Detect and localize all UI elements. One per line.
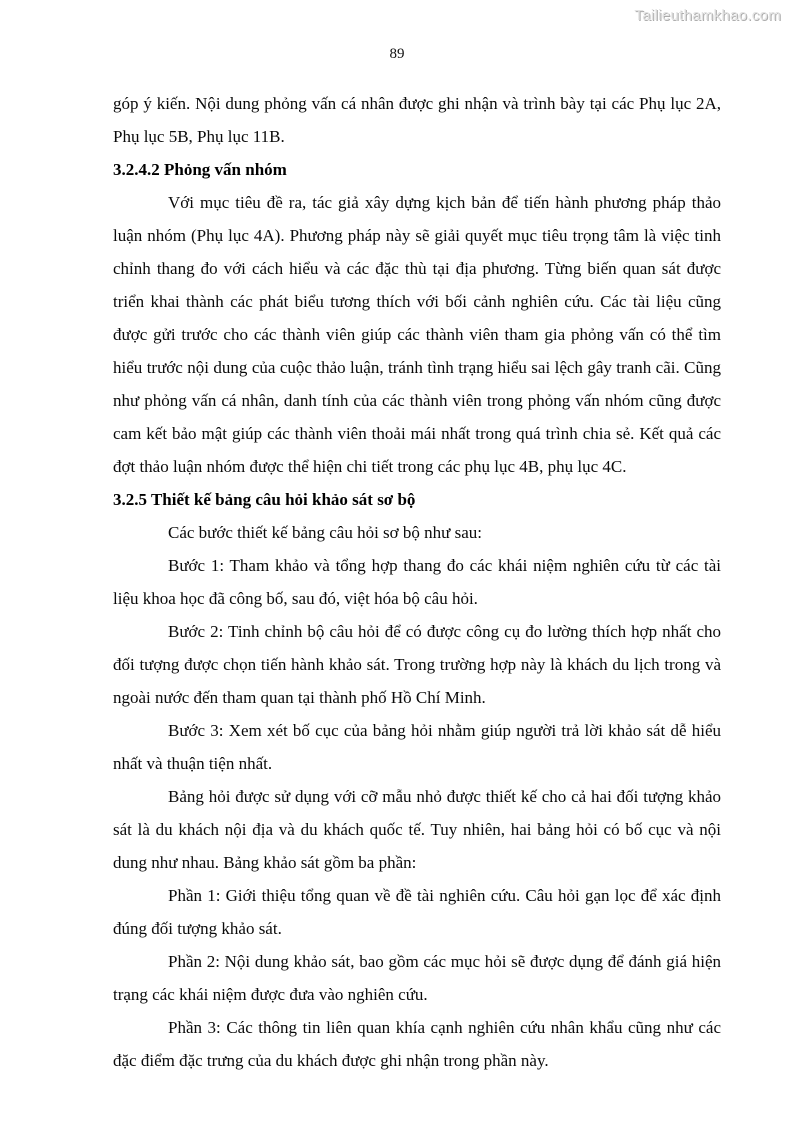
paragraph: Bảng hỏi được sử dụng với cỡ mẫu nhỏ được thiết kế cho cả hai đối tượng khảo sát là du khách nội địa và du khách quốc tế. Tuy nhiên, hai bảng hỏi có bố cục và nội dung như nhau. Bảng khảo sát gồm ba phần: <box>113 787 721 872</box>
watermark-text: Tailieuthamkhao.com <box>634 7 781 24</box>
paragraph: Bước 1: Tham khảo và tổng hợp thang đo các khái niệm nghiên cứu từ các tài liệu khoa học đã công bố, sau đó, việt hóa bộ câu hỏi. <box>113 556 721 608</box>
paragraph: Bước 2: Tinh chỉnh bộ câu hỏi để có được công cụ đo lường thích hợp nhất cho đối tượng được chọn tiến hành khảo sát. Trong trường hợp này là khách du lịch trong và ngoài nước đến tham quan tại thành phố Hồ Chí Minh. <box>113 622 721 707</box>
paragraph: Bước 3: Xem xét bố cục của bảng hỏi nhằm giúp người trả lời khảo sát dễ hiểu nhất và thuận tiện nhất. <box>113 721 721 773</box>
paragraph: Phần 3: Các thông tin liên quan khía cạnh nghiên cứu nhân khẩu cũng như các đặc điểm đặc trưng của du khách được ghi nhận trong phần này. <box>113 1018 721 1070</box>
section-heading: 3.2.4.2 Phỏng vấn nhóm <box>113 160 287 179</box>
document-content <box>113 87 721 1077</box>
paragraph: Phần 2: Nội dung khảo sát, bao gồm các mục hỏi sẽ được dụng để đánh giá hiện trạng các khái niệm được đưa vào nghiên cứu. <box>113 952 721 1004</box>
section-heading: 3.2.5 Thiết kế bảng câu hỏi khảo sát sơ bộ <box>113 490 416 509</box>
paragraph: góp ý kiến. Nội dung phỏng vấn cá nhân được ghi nhận và trình bày tại các Phụ lục 2A, Phụ lục 5B, Phụ lục 11B. <box>113 94 721 146</box>
paragraph: Các bước thiết kế bảng câu hỏi sơ bộ như sau: <box>168 523 483 542</box>
page-number: 89 <box>389 46 405 62</box>
paragraph: Với mục tiêu đề ra, tác giả xây dựng kịch bản để tiến hành phương pháp thảo luận nhóm (Phụ lục 4A). Phương pháp này sẽ giải quyết mục tiêu trọng tâm là việc tinh chỉnh thang đo với cách hiểu và các đặc thù tại địa phương. Từng biến quan sát được triển khai thành các phát biểu tương thích với bối cảnh nghiên cứu. Các tài liệu cũng được gửi trước cho các thành viên giúp các thành viên tham gia phỏng vấn có thể tìm hiểu trước nội dung của cuộc thảo luận, tránh tình trạng hiểu sai lệch gây tranh cãi. Cũng như phỏng vấn cá nhân, danh tính của các thành viên trong phỏng vấn nhóm cũng được cam kết bảo mật giúp các thành viên thoải mái nhất trong quá trình chia sẻ. Kết quả các đợt thảo luận nhóm được thể hiện chi tiết trong các phụ lục 4B, phụ lục 4C. <box>113 193 721 476</box>
paragraph: Phần 1: Giới thiệu tổng quan về đề tài nghiên cứu. Câu hỏi gạn lọc để xác định đúng đối tượng khảo sát. <box>113 886 721 938</box>
